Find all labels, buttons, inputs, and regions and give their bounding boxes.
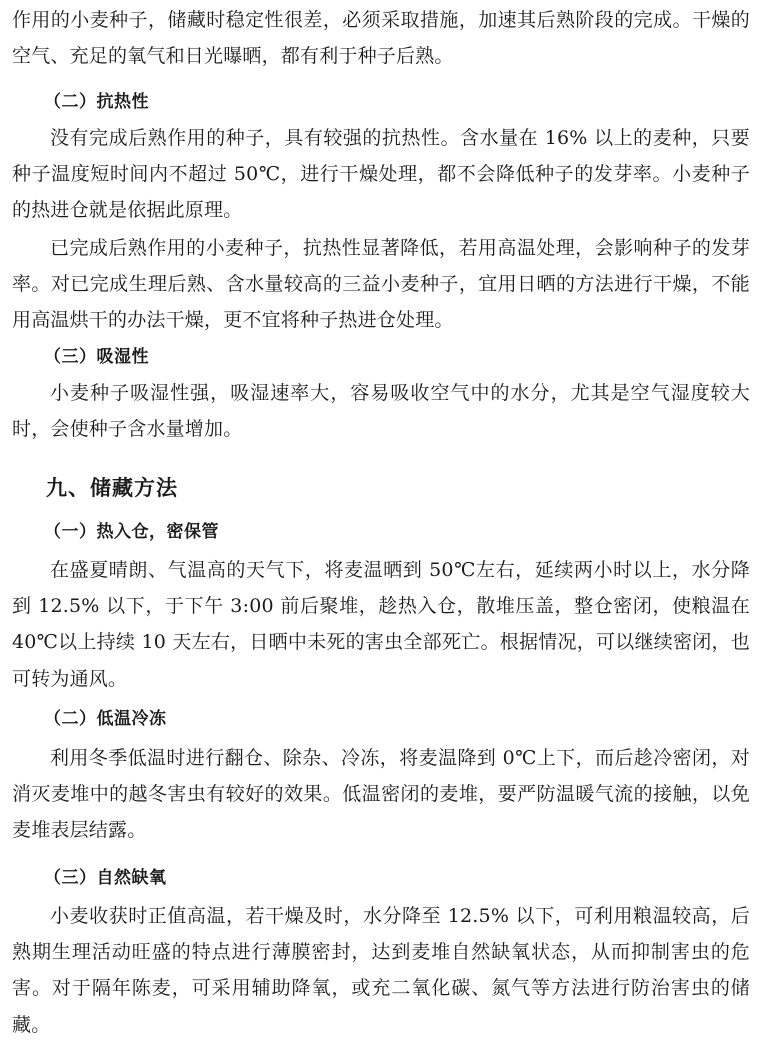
section-heading-storage-methods: 九、储藏方法 — [46, 476, 178, 500]
subheading-low-temperature: （二）低温冷冻 — [44, 709, 167, 729]
subheading-natural-anoxia: （三）自然缺氧 — [44, 868, 167, 888]
subheading-moisture-absorption: （三）吸湿性 — [44, 347, 149, 367]
subheading-heat-resistance: （二）抗热性 — [44, 92, 149, 112]
paragraph-natural-anoxia: 小麦收获时正值高温，若干燥及时，水分降至 12.5% 以下，可利用粮温较高，后熟期生理活动旺盛的特点进行薄膜密封，达到麦堆自然缺氧状态，从而抑制害虫的危害。对于隔年陈麦，可采用辅助降氧，或充二氧化碳、氮气等方法进行防治害虫的储藏。 — [12, 905, 750, 1036]
paragraph-low-temperature: 利用冬季低温时进行翻仓、除杂、冷冻，将麦温降到 0℃上下，而后趁冷密闭，对消灭麦堆中的越冬害虫有较好的效果。低温密闭的麦堆，要严防温暖气流的接触，以免麦堆表层结露。 — [12, 747, 750, 842]
paragraph-after-ripening: 作用的小麦种子，储藏时稳定性很差，必须采取措施，加速其后熟阶段的完成。干燥的空气、充足的氧气和日光曝晒，都有利于种子后熟。 — [12, 9, 750, 68]
paragraph-heat-resistance: 没有完成后熟作用的种子，具有较强的抗热性。含水量在 16% 以上的麦种，只要种子温度短时间内不超过 50℃，进行干燥处理，都不会降低种子的发芽率。小麦种子的热进仓就是依据此原理。 — [12, 127, 750, 222]
subheading-hot-storage: （一）热入仓，密保管 — [44, 522, 219, 542]
paragraph-moisture-absorption: 小麦种子吸湿性强，吸湿速率大，容易吸收空气中的水分，尤其是空气湿度较大时，会使种子含水量增加。 — [12, 382, 750, 441]
paragraph-ripened-seeds: 已完成后熟作用的小麦种子，抗热性显著降低，若用高温处理，会影响种子的发芽率。对已完成生理后熟、含水量较高的三益小麦种子，宜用日晒的方法进行干燥，不能用高温烘干的办法干燥，更不宜将种子热进仓处理。 — [12, 237, 750, 332]
paragraph-hot-storage: 在盛夏晴朗、气温高的天气下，将麦温晒到 50℃左右，延续两小时以上，水分降到 12.5% 以下，于下午 3:00 前后聚堆，趁热入仓，散堆压盖，整仓密闭，使粮温在 40℃以上持续 10 天左右，日晒中未死的害虫全部死亡。根据情况，可以继续密闭，也可转为通风。 — [12, 559, 750, 690]
